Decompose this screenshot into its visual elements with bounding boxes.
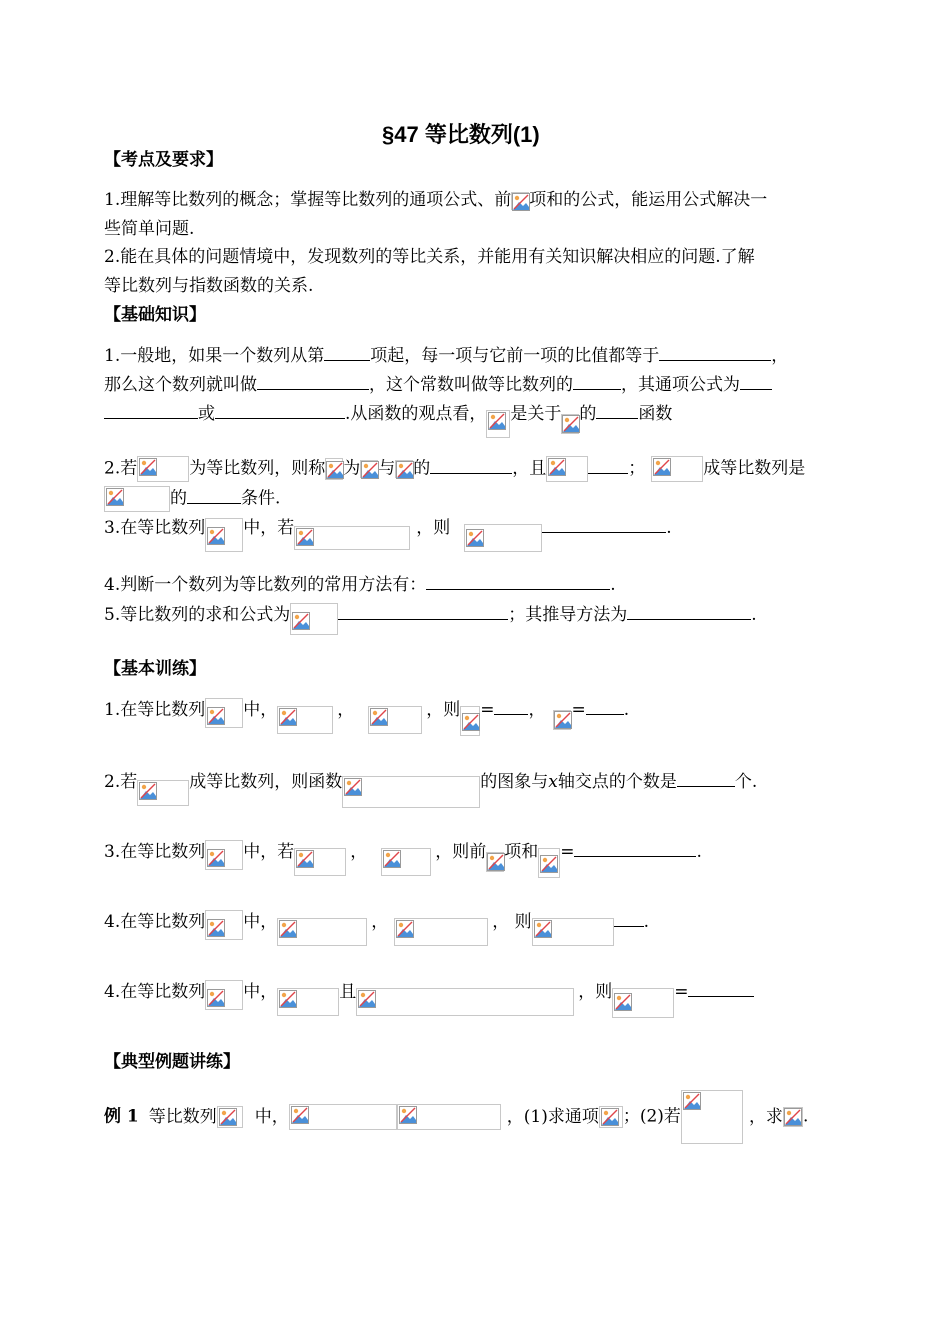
page-title: §47 等比数列(1) <box>382 122 540 147</box>
training-3 <box>104 840 702 878</box>
text: . <box>623 700 630 720</box>
text: 的 <box>579 404 597 424</box>
answer-blank[interactable] <box>257 373 369 390</box>
section-heading-requirements: 【考点及要求】 <box>104 150 223 170</box>
formula-image-icon <box>277 706 333 734</box>
formula-image-icon <box>277 918 367 946</box>
formula-image-icon <box>356 988 574 1016</box>
answer-blank[interactable] <box>586 698 624 715</box>
text: ；(2)若 <box>622 1106 681 1127</box>
text: 或 <box>198 404 215 424</box>
text: 中，若 <box>243 842 295 862</box>
answer-blank[interactable] <box>588 457 628 474</box>
basic-3 <box>104 516 672 552</box>
text: 项和的公式，能运用公式解决一 <box>529 190 768 210</box>
basic-1-line-2 <box>104 373 772 396</box>
text: . <box>751 605 757 625</box>
formula-image-icon <box>205 910 243 940</box>
formula-image-icon <box>294 526 410 550</box>
answer-blank[interactable] <box>187 487 241 504</box>
text: 等比数列 <box>148 1106 217 1127</box>
formula-image-icon <box>104 486 170 512</box>
text: ，求 <box>748 1106 783 1127</box>
text: 1.理解等比数列的概念；掌握等比数列的通项公式、前 <box>104 190 512 210</box>
text: ， <box>771 346 789 366</box>
section-heading-typical-examples: 【典型例题讲练】 <box>104 1052 240 1072</box>
requirement-2-line-1: 2.能在具体的问题情境中，发现数列的等比关系，并能用有关知识解决相应的问题.了解 <box>104 247 755 267</box>
answer-blank[interactable] <box>740 373 772 390</box>
answer-blank[interactable] <box>324 344 370 361</box>
example-label: 例 1 <box>104 1106 139 1127</box>
answer-blank[interactable] <box>688 980 754 997</box>
text: 且 <box>339 982 357 1002</box>
formula-image-icon <box>290 603 338 635</box>
text: 中， <box>243 700 278 720</box>
text: 为 <box>343 458 361 479</box>
text: ， <box>528 700 546 720</box>
text: . <box>643 912 650 932</box>
text: 4.在等比数列 <box>104 912 206 932</box>
formula-image-icon <box>553 710 571 730</box>
text: ， <box>371 912 389 932</box>
section-heading-basic-training: 【基本训练】 <box>104 659 206 679</box>
requirement-2-line-2: 等比数列与指数函数的关系. <box>104 276 314 296</box>
text: 2.若 <box>104 772 138 792</box>
text: = <box>560 842 575 862</box>
basic-1-line-1 <box>104 344 788 367</box>
formula-image-icon <box>561 414 579 434</box>
text: 函数 <box>638 404 673 424</box>
formula-image-icon <box>137 456 189 482</box>
text: . <box>802 1106 809 1127</box>
text: 成等比数列，则函数 <box>189 772 343 792</box>
text: 1.一般地，如果一个数列从第 <box>104 346 325 366</box>
text: ，且 <box>512 458 547 479</box>
basic-2-line-2 <box>104 486 280 512</box>
basic-4 <box>104 573 616 596</box>
formula-image-icon <box>205 518 243 552</box>
text: 项起，每一项与它前一项的比值都等于 <box>370 346 660 366</box>
formula-image-icon <box>486 410 510 438</box>
formula-image-icon <box>651 456 703 482</box>
formula-image-icon <box>394 918 488 946</box>
text: ，其通项公式为 <box>621 375 740 395</box>
text: ， 则 <box>492 912 532 932</box>
formula-image-icon <box>460 706 480 736</box>
answer-blank[interactable] <box>627 603 751 620</box>
text: 2.若 <box>104 458 138 479</box>
axis-variable: x <box>548 772 558 792</box>
requirement-1-line-1 <box>104 189 767 211</box>
formula-image-icon <box>325 458 343 480</box>
text: ；其推导方法为 <box>508 605 628 625</box>
text: 为等比数列，则称 <box>189 458 326 479</box>
formula-image-icon <box>205 698 243 728</box>
text: ，则 <box>426 700 461 720</box>
formula-image-icon <box>486 852 504 872</box>
text: 中， <box>254 1106 289 1127</box>
text: ，这个常数叫做等比数列的 <box>369 375 573 395</box>
requirement-1-line-2: 些简单问题. <box>104 219 195 239</box>
answer-blank[interactable] <box>338 603 508 620</box>
text: 轴交点的个数是 <box>557 772 677 792</box>
formula-image-icon <box>294 848 346 876</box>
text: 3.在等比数列 <box>104 518 206 538</box>
training-5 <box>104 980 754 1018</box>
answer-blank[interactable] <box>430 457 512 474</box>
answer-blank[interactable] <box>659 344 771 361</box>
text: ， <box>350 842 368 862</box>
formula-image-icon <box>381 848 431 876</box>
text: 中， <box>243 912 278 932</box>
formula-image-icon <box>464 524 542 552</box>
text: ，则前 <box>435 842 487 862</box>
basic-5 <box>104 603 757 635</box>
answer-blank[interactable] <box>614 910 644 927</box>
formula-image-icon <box>205 980 243 1010</box>
text: . <box>610 575 616 595</box>
text: 成等比数列是 <box>703 458 806 479</box>
text: ， <box>337 700 355 720</box>
formula-image-icon <box>368 706 422 734</box>
basic-1-line-3 <box>104 402 672 438</box>
basic-2-line-1 <box>104 456 805 482</box>
training-4 <box>104 910 649 946</box>
formula-image-icon <box>546 456 588 482</box>
text: ； <box>628 458 646 479</box>
training-1 <box>104 698 629 736</box>
text: ，则 <box>578 982 613 1002</box>
text: 项和 <box>504 842 539 862</box>
formula-image-icon <box>532 918 614 946</box>
text: 个. <box>734 772 758 792</box>
text: 1.在等比数列 <box>104 700 206 720</box>
answer-blank[interactable] <box>104 402 198 419</box>
formula-image-icon <box>511 192 529 210</box>
example-1 <box>104 1104 808 1144</box>
formula-image-icon <box>205 840 243 870</box>
text: 是关于 <box>510 404 562 424</box>
answer-blank[interactable] <box>574 840 696 857</box>
answer-blank[interactable] <box>426 573 610 590</box>
text: = <box>480 700 495 720</box>
text: = <box>571 700 586 720</box>
formula-image-icon <box>599 1106 623 1128</box>
answer-blank[interactable] <box>677 770 735 787</box>
text: . <box>666 518 672 538</box>
answer-blank[interactable] <box>596 402 638 419</box>
text: 条件. <box>241 488 281 509</box>
formula-image-icon <box>783 1107 803 1127</box>
formula-image-icon <box>395 460 413 478</box>
formula-image-icon <box>342 776 480 808</box>
text: ，(1)求通项 <box>506 1106 599 1127</box>
text: ，则 <box>416 518 451 538</box>
formula-image-icon <box>681 1090 743 1144</box>
text: 中，若 <box>243 518 295 538</box>
answer-blank[interactable] <box>494 698 528 715</box>
formula-image-icon <box>137 780 189 806</box>
text: 的 <box>413 458 431 479</box>
formula-image-icon <box>289 1104 397 1130</box>
formula-image-icon <box>397 1104 501 1130</box>
answer-blank[interactable] <box>215 402 345 419</box>
formula-image-icon <box>612 988 674 1018</box>
text: 5.等比数列的求和公式为 <box>104 605 291 625</box>
text: .从函数的观点看， <box>345 404 487 424</box>
text: 与 <box>378 458 396 479</box>
text: = <box>674 982 689 1002</box>
training-2 <box>104 770 757 808</box>
formula-image-icon <box>360 460 378 478</box>
formula-image-icon <box>217 1106 243 1128</box>
text: 4.判断一个数列为等比数列的常用方法有： <box>104 575 427 595</box>
text: 那么这个数列就叫做 <box>104 375 257 395</box>
text: . <box>696 842 702 862</box>
text: 3.在等比数列 <box>104 842 206 862</box>
formula-image-icon <box>277 988 339 1016</box>
section-heading-basic-knowledge: 【基础知识】 <box>104 305 206 325</box>
answer-blank[interactable] <box>542 516 666 533</box>
text: 的图象与 <box>480 772 549 792</box>
text: 中， <box>243 982 278 1002</box>
text: 4.在等比数列 <box>104 982 206 1002</box>
formula-image-icon <box>538 848 560 878</box>
text: 的 <box>170 488 187 509</box>
answer-blank[interactable] <box>573 373 621 390</box>
